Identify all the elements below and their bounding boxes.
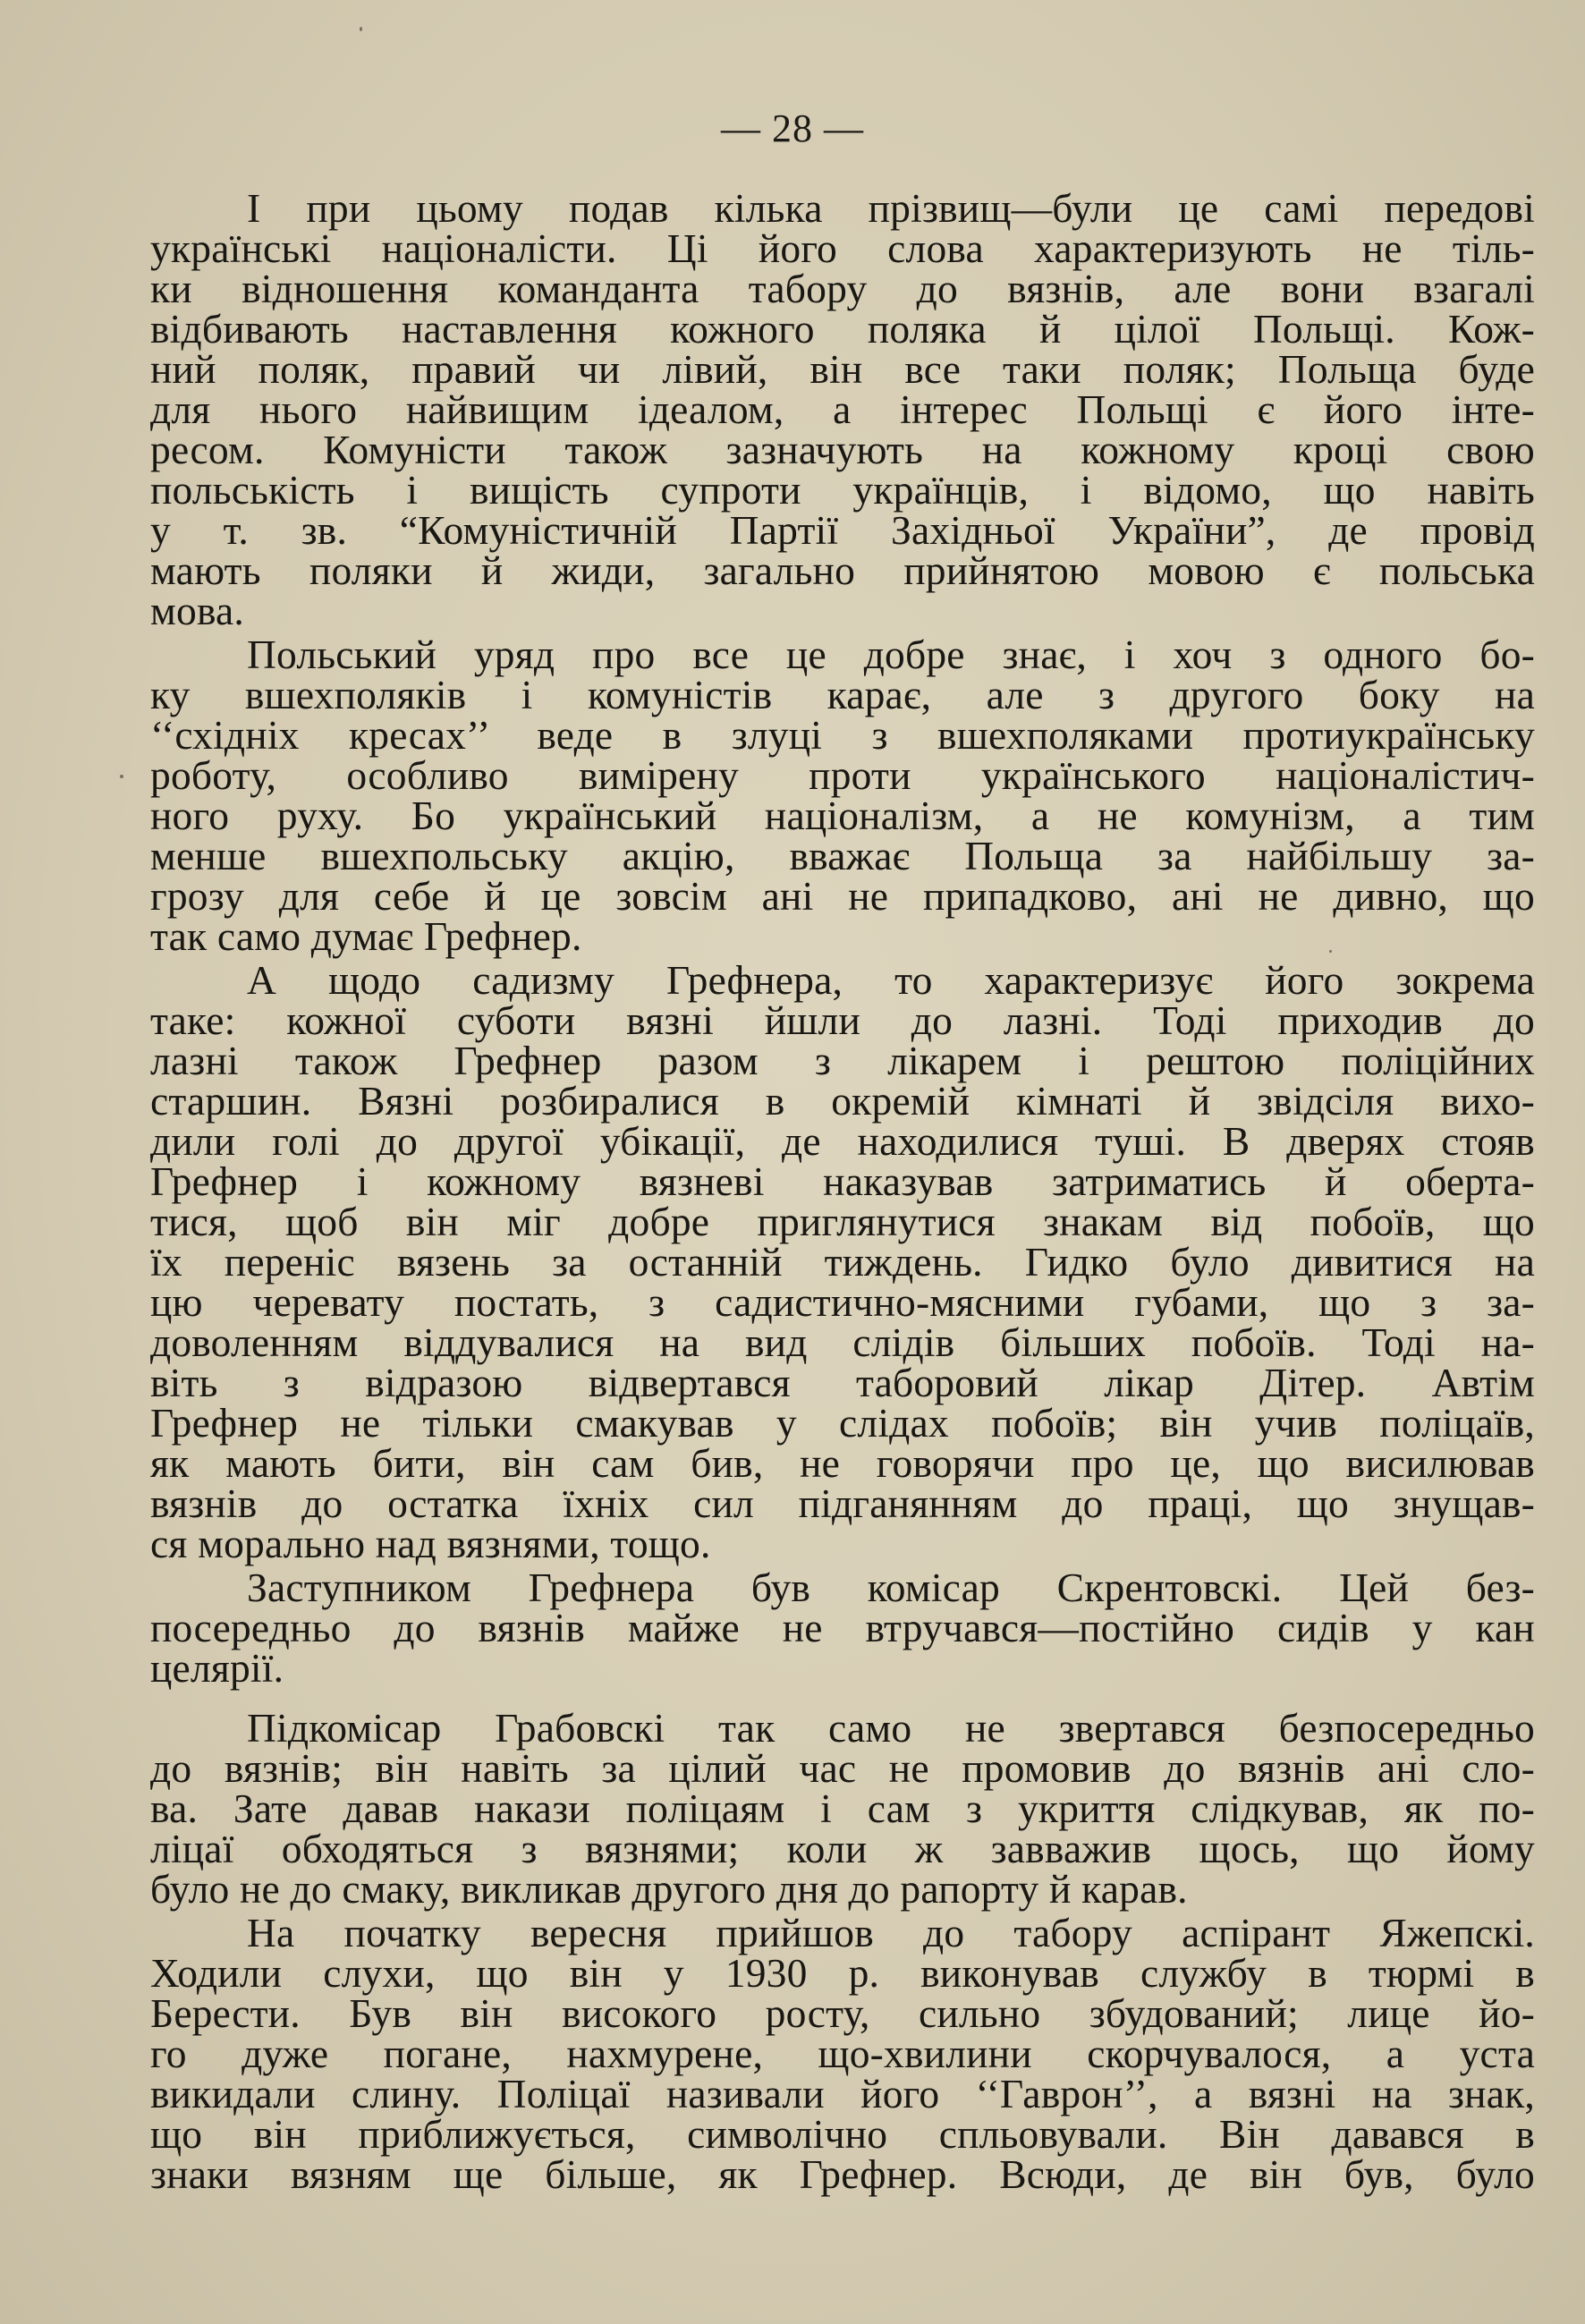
text-line: відбивають наставлення кожного поляка й цілої Польщі. Кож- — [150, 306, 1535, 352]
text-line: віть з відразою відвертався таборовий лікар Дітер. Автім — [150, 1360, 1535, 1405]
text-line: мають поляки й жиди, загально прийнятою мовою є польська — [150, 547, 1535, 593]
text-line: ки відношення команданта табору до вязнів, але вони взагалі — [150, 266, 1535, 311]
text-line: їх переніс вязень за останній тиждень. Гидко було дивитися на — [150, 1239, 1535, 1285]
paper-speck — [1329, 950, 1332, 953]
text-line: так само думає Грефнер. — [150, 913, 582, 959]
text-line: викидали слину. Поліцаї називали його ‘‘Гаврон’’, а вязні на знак, — [150, 2071, 1535, 2116]
text-line: ся морально над вязнями, тощо. — [150, 1521, 711, 1566]
paragraph-3 — [150, 957, 1535, 1566]
text-line: го дуже погане, нахмурене, що-хвилини скорчувалося, а уста — [150, 2031, 1535, 2076]
text-line: Підкомісар Грабовскі так само не звертався безпосередньо — [247, 1705, 1535, 1751]
text-line: цю черевату постать, з садистично-мясними губами, що з за- — [150, 1279, 1535, 1325]
text-line: мова. — [150, 588, 244, 633]
text-line: ‘‘східніх кресах’’ веде в злуці з вшехполяками протиукраїнську — [150, 712, 1535, 758]
paper-speck — [120, 775, 123, 778]
text-line: роботу, особливо вимірену проти українського націоналістич- — [150, 752, 1535, 798]
text-line: тися, щоб він міг добре приглянутися знакам від побоїв, що — [150, 1199, 1535, 1244]
text-line: ний поляк, правий чи лівий, він все таки поляк; Польща буде — [150, 346, 1535, 392]
paper-speck — [360, 27, 362, 31]
paragraph-4 — [150, 1565, 1535, 1691]
text-line: Грефнер і кожному вязневі наказував затриматись й оберта- — [150, 1158, 1535, 1204]
text-line: дили голі до другої убікації, де находилися туші. В дверях стояв — [150, 1118, 1535, 1164]
text-line: менше вшехпольську акцію, вважає Польща за найбільшу за- — [150, 833, 1535, 878]
text-line: Берести. Був він високого росту, сильно збудований; лице йо- — [150, 1990, 1535, 2036]
paragraph-2 — [150, 632, 1535, 959]
text-line: як мають бити, він сам бив, не говорячи про це, що висилював — [150, 1440, 1535, 1486]
text-line: українські націоналісти. Ці його слова характеризують не тіль- — [150, 225, 1535, 271]
text-line: Грефнер не тільки смакував у слідах побоїв; він учив поліцаїв, — [150, 1400, 1535, 1446]
text-line: ва. Зате давав накази поліцаям і сам з укриття слідкував, як по- — [150, 1785, 1535, 1831]
text-line: ліцаї обходяться з вязнями; коли ж завважив щось, що йому — [150, 1826, 1535, 1871]
text-line: ку вшехполяків і комуністів карає, але з другого боку на — [150, 672, 1535, 717]
text-line: А щодо садизму Грефнера, то характеризує його зокрема — [247, 957, 1535, 1003]
text-line: для нього найвищим ідеалом, а інтерес Польщі є його інте- — [150, 386, 1535, 432]
text-line: грозу для себе й це зовсім ані не припадково, ані не дивно, що — [150, 873, 1535, 919]
paragraph-5 — [150, 1705, 1535, 1912]
text-line: Ходили слухи, що він у 1930 р. виконував службу в тюрмі в — [150, 1950, 1535, 1996]
text-line: у т. зв. “Комуністичній Партії Західньої України”, де провід — [150, 507, 1535, 553]
text-line: польськість і вищість супроти українців, і відомо, що навіть — [150, 467, 1535, 513]
text-line: Польський уряд про все це добре знає, і хоч з одного бо- — [247, 632, 1535, 677]
page-number: — 28 — — [721, 106, 864, 150]
text-line: Заступником Грефнера був комісар Скрентовскі. Цей без- — [247, 1565, 1535, 1610]
text-line: ресом. Комуністи також зазначують на кожному кроці свою — [150, 427, 1535, 472]
text-line: старшин. Вязні розбиралися в окремій кімнаті й звідсіля вихо- — [150, 1078, 1535, 1124]
text-line: лазні також Грефнер разом з лікарем і рештою поліційних — [150, 1038, 1535, 1083]
paragraph-6 — [150, 1910, 1535, 2197]
paragraph-1 — [150, 185, 1535, 633]
text-line: до вязнів; він навіть за цілий час не промовив до вязнів ані сло- — [150, 1745, 1535, 1791]
text-line: І при цьому подав кілька прізвищ—були це самі передові — [247, 185, 1535, 231]
body-text — [150, 185, 1535, 2197]
text-line: що він приближується, символічно спльовували. Він давався в — [150, 2111, 1535, 2157]
text-line: вязнів до остатка їхніх сил підганянням до праці, що знущав- — [150, 1480, 1535, 1526]
text-line: целярії. — [150, 1645, 284, 1691]
text-line: доволенням віддувалися на вид слідів більших побоїв. Тоді на- — [150, 1319, 1535, 1365]
text-line: таке: кожної суботи вязні йшли до лазні. Тоді приходив до — [150, 997, 1535, 1043]
text-line: знаки вязням ще більше, як Грефнер. Всюди, де він був, було — [150, 2151, 1535, 2197]
text-line: було не до смаку, викликав другого дня до рапорту й карав. — [150, 1866, 1188, 1912]
text-line: На початку вересня прийшов до табору аспірант Яжепскі. — [247, 1910, 1535, 1955]
text-line: посередньо до вязнів майже не втручався—постійно сидів у кан — [150, 1605, 1535, 1650]
text-line: ного руху. Бо український націоналізм, а не комунізм, а тим — [150, 793, 1535, 838]
